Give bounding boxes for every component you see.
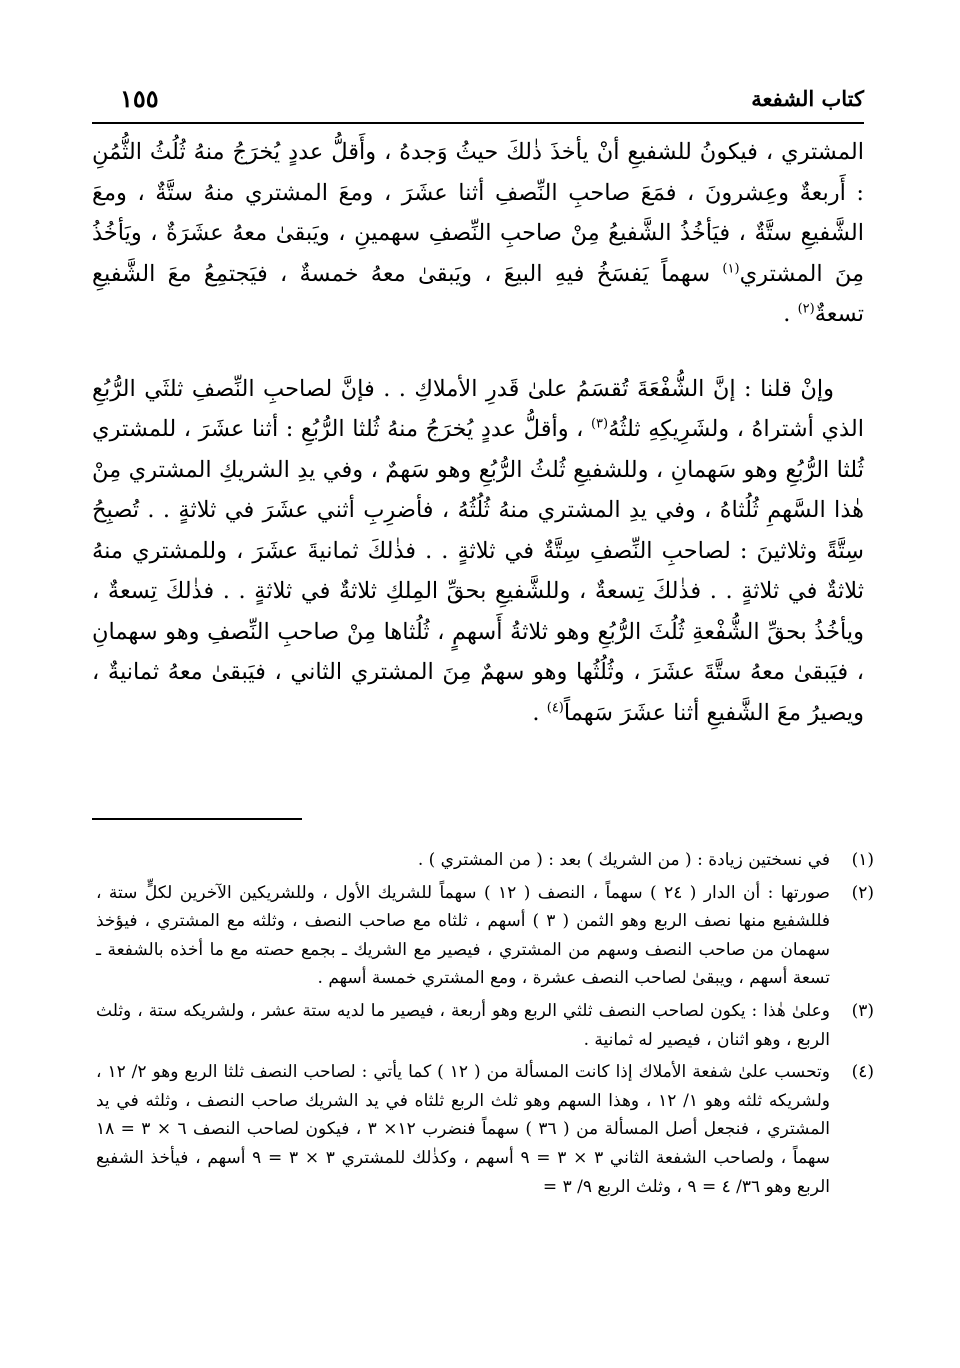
footnote-ref-2[interactable]: (٢)	[797, 301, 815, 317]
footnote-text: صورتها : أن الدار ( ٢٤ ) سهماً ، النصف ( ١٢ ) سهماً للشريك الأول ، وللشريكين الآخرين لكلٍّ ستة ، فللشفيع منها نصف الربع وهو الثمن ( ٣ ) أسهم ، ثلثاه مع صاحب النصف ، وثلثه مع المشتري ، فيؤخذ سهمان من صاحب النصف وسهم من المشتري ، فيصير مع الشريك ـ بجمع حصته مع ما أخذه بالشفعة ـ تسعة أسهم ، ويبقىٰ لصاحب النصف عشرة ، ومع المشتري خمسة أسهم .	[96, 882, 830, 989]
footnote-2	[96, 879, 874, 993]
paragraph-1-text-a: المشتري ، فيكونُ للشفيعِ أنْ يأخذَ ذٰلكَ حيثُ وَجدهُ ، وأَقلُّ عددٍ يُخرَجُ منهُ ثُلُثُ الثُّمُنِ : أَربعةٌ وعِشرونَ ، فمَعَ صاحبِ النِّصفِ أثنا عشَرَ ، ومعَ المشتري منهُ ستَّةٌ ، ومعَ الشَّفيعِ ستَّةٌ ، فيَأخُذُ الشَّفيعُ مِنْ صاحبِ النِّصفِ سهمينِ ، ويَبقىٰ معهُ عشَرَةٌ ، ويَأخُذُ مِنَ المشتري	[92, 139, 864, 287]
footnote-separator	[92, 818, 302, 820]
footnote-4	[96, 1058, 874, 1201]
paragraph-2-text-a: وإنْ قلنا : إنَّ الشُّفْعَةَ تُقسَمُ علىٰ قَدرِ الأملاكِ . . فإنَّ لصاحبِ النِّصفِ ثلثَي الرُّبُعِ الذي أشتراهُ ، ولشَرِيكِهِ ثلثُهُ	[92, 375, 864, 442]
paragraph-2-text-b: ، وأقلُّ عددٍ يُخرَجُ منهُ ثُلثا الرُّبُعِ : أثنا عشَرَ ، للمشتري ثُلثا الرُّبُعِ وهو سَهمانِ ، وللشفيعِ ثُلثُ الرُّبُعِ وهو سَهمٌ ، وفي يدِ الشريكِ المشتري مِنْ هٰذا السَّهمِ ثُلُثاهُ ، وفي يدِ المشتري منهُ ثُلُثُهُ ، فأضرِبِ أثني عشَرَ في ثلاثةٍ . . تُصبِحُ سِتَّةً وثلاثينَ : لصاحبِ النِّصفِ سِتَّةٌ في ثلاثةٍ . . فذٰلكَ ثمانيةَ عشَرَ ، وللمشتري منهُ ثلاثةٌ في ثلاثةٍ . . فذٰلكَ تِسعةٌ ، وللشَّفيعِ بحقِّ المِلكِ ثلاثةٌ في ثلاثةٍ . . فذٰلكَ تِسعةٌ ، ويأخُذُ بحقِّ الشُّفْعةِ ثُلُثَ الرُّبُعِ وهو ثلاثةُ أَسهمٍ ، ثُلُثاها مِنْ صاحبِ النِّصفِ وهو سهمانِ ، فيَبقىٰ معهُ ستَّةَ عشَرَ ، وثُلُثُها وهو سهمٌ مِنَ المشتري الثاني ، فيَبقىٰ معهُ ثمانيةٌ ، ويصيرُ معَ الشَّفيعِ أثنا عشَرَ سَهماً	[92, 416, 864, 726]
footnote-ref-3[interactable]: (٣)	[590, 416, 609, 432]
page-header	[92, 82, 864, 124]
footnote-number: (١)	[851, 850, 874, 870]
footnote-ref-1[interactable]: (١)	[722, 261, 740, 276]
footnote-ref-4[interactable]: (٤)	[546, 700, 564, 715]
running-title: كتاب الشفعة	[751, 86, 864, 111]
footnote-number: (٣)	[851, 1000, 874, 1021]
paragraph-2	[92, 369, 864, 734]
paragraph-1-text-b: سهماً يَفسَخُ فيهِ البيعَ ، ويَبقىٰ معهُ خمسةٌ ، فيَجتمِعُ معَ الشَّفيعِ تسعةٌ	[92, 260, 864, 327]
footnote-3	[96, 997, 874, 1054]
footnote-text: وعلىٰ هٰذا : يكون لصاحب النصف ثلثي الربع وهو أربعة ، فيصير ما لديه ستة عشر ، ولشريكه ستة ، وثلث الربع ، وهو اثنان ، فيصير له ثمانية .	[96, 1000, 830, 1050]
paragraph-1-text-c: .	[783, 301, 798, 327]
footnote-text: وتحسب علىٰ شفعة الأملاك إذا كانت المسألة من ( ١٢ ) كما يأتي : لصاحب النصف ثلثا الربع وهو ٢/ ١٢ ، ولشريكه ثلثه وهو ١/ ١٢ ، وهذا السهم وهو ثلث الربع ثلثاه في يد الشريك صاحب النصف ، وثلثه في يد المشتري ، فنجعل أصل المسألة من ( ٣٦ ) سهماً فنضرب ١٢× ٣ ، فيكون لصاحب النصف ٦ × ٣ = ١٨ سهماً ، ولصاحب الشفعة الثاني ٣ × ٣ = ٩ أسهم ، وكذٰلك للمشتري ٣ × ٣ = ٩ أسهم ، فيأخذ الشفيع الربع وهو ٣٦/ ٤ = ٩ ، وثلث الربع ٩/ ٣ =	[96, 1062, 830, 1197]
paragraph-1	[92, 132, 864, 335]
footnote-1	[96, 846, 874, 875]
paragraph-2-text-c: .	[532, 699, 547, 726]
footnotes	[96, 846, 874, 1205]
main-text	[92, 132, 864, 733]
page-number: ١٥٥	[120, 84, 159, 113]
footnote-number: (٢)	[851, 882, 874, 903]
footnote-text: في نسختين زيادة : ( من الشريك ) بعد : ( من المشتري ) .	[417, 850, 830, 870]
footnote-number: (٤)	[851, 1062, 874, 1083]
